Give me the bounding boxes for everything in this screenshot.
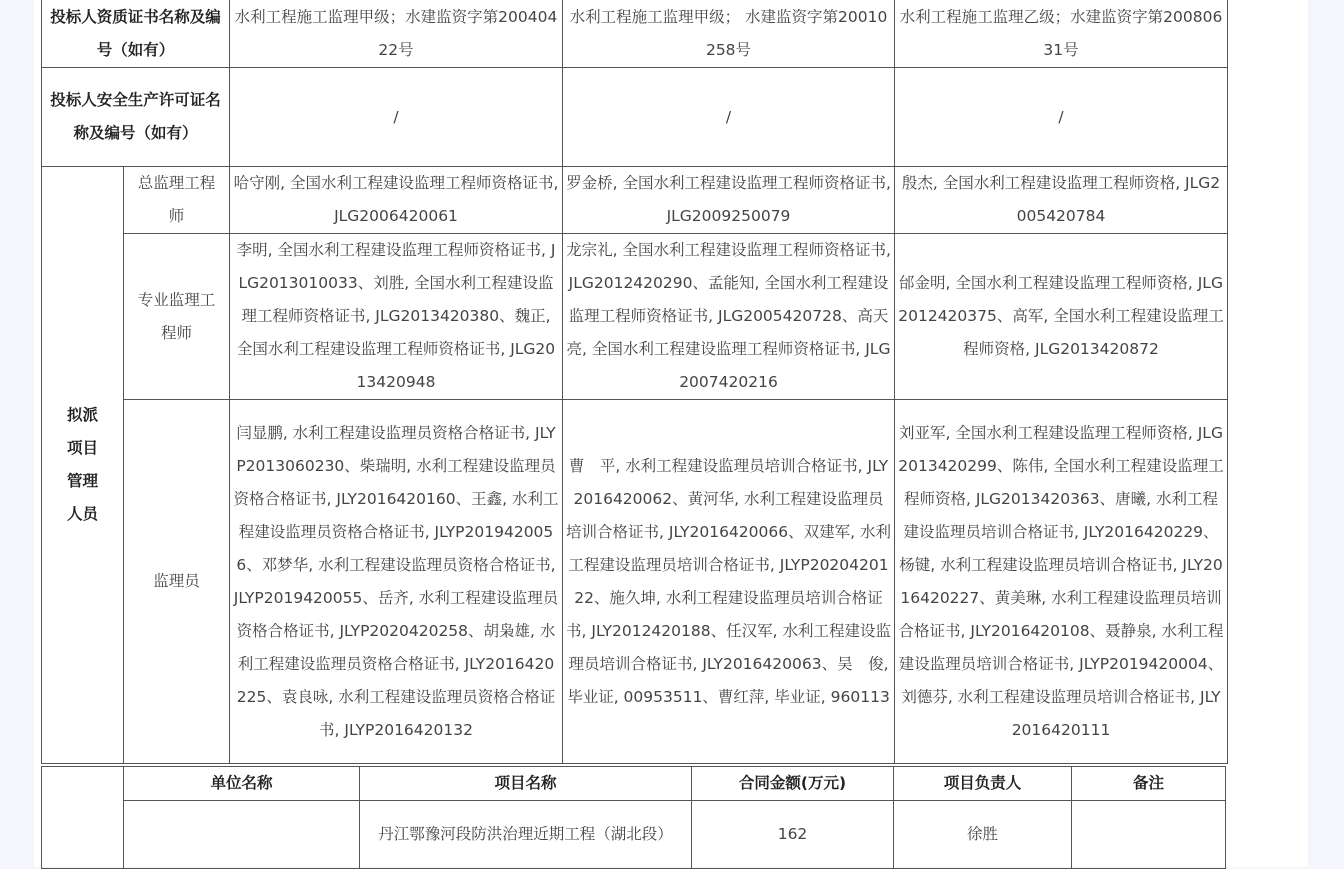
- bidder2-qualification: 水利工程施工监理甲级； 水建监资字第20010258号: [563, 0, 895, 68]
- performance-header-row: [42, 767, 1226, 801]
- specialist-engineer-row: [42, 234, 1228, 400]
- supervisor-row: [42, 400, 1228, 764]
- row-unit: [124, 801, 360, 869]
- header-project: 项目名称: [360, 767, 692, 801]
- header-amount: 合同金额(万元): [692, 767, 894, 801]
- bidder3-chief-engineer: 殷杰, 全国水利工程建设监理工程师资格, JLG2005420784: [895, 167, 1228, 234]
- bidder-info-table: [41, 0, 1228, 764]
- row-project: 丹江鄂豫河段防洪治理近期工程（湖北段）: [360, 801, 692, 869]
- bidder3-specialist-engineers: 邰金明, 全国水利工程建设监理工程师资格, JLG2012420375、高军, 全国水利工程建设监理工程师资格, JLG2013420872: [895, 234, 1228, 400]
- row-remark: [1072, 801, 1226, 869]
- bidder2-specialist-engineers: 龙宗礼, 全国水利工程建设监理工程师资格证书, JLG2012420290、孟能知, 全国水利工程建设监理工程师资格证书, JLG2005420728、高天亮, 全国水利工程建设监理工程师资格证书, JLG2007420216: [563, 234, 895, 400]
- safety-license-row: [42, 68, 1228, 167]
- bidder1-supervisors: 闫显鹏, 水利工程建设监理员资格合格证书, JLYP2013060230、柴瑞明, 水利工程建设监理员资格合格证书, JLY2016420160、王鑫, 水利工程建设监理员资格合格证书, JLYP2019420056、邓梦华, 水利工程建设监理员资格合格证书, JLYP2019420055、岳齐, 水利工程建设监理员资格合格证书, JLYP2020420258、胡枭雄, 水利工程建设监理员资格合格证书, JLY2016420225、袁良咏, 水利工程建设监理员资格合格证书, JLYP2016420132: [230, 400, 563, 764]
- qualification-row: [42, 0, 1228, 68]
- bidder3-safety-license: /: [895, 68, 1228, 167]
- performance-table: [41, 766, 1226, 869]
- bidder1-qualification: 水利工程施工监理甲级；水建监资字第20040422号: [230, 0, 563, 68]
- bidder1-chief-engineer: 哈守刚, 全国水利工程建设监理工程师资格证书, JLG2006420061: [230, 167, 563, 234]
- chief-engineer-label: 总监理工程师: [124, 167, 230, 234]
- bidder1-safety-license: /: [230, 68, 563, 167]
- row-amount: 162: [692, 801, 894, 869]
- bidder1-specialist-engineers: 李明, 全国水利工程建设监理工程师资格证书, JLG2013010033、刘胜, 全国水利工程建设监理工程师资格证书, JLG2013420380、魏正, 全国水利工程建设监理工程师资格证书, JLG2013420948: [230, 234, 563, 400]
- supervisor-label: 监理员: [124, 400, 230, 764]
- bidder3-supervisors: 刘亚军, 全国水利工程建设监理工程师资格, JLG2013420299、陈伟, 全国水利工程建设监理工程师资格, JLG2013420363、唐曦, 水利工程建设监理员培训合格证书, JLY2016420229、杨键, 水利工程建设监理员培训合格证书, JLY2016420227、黄美琳, 水利工程建设监理员培训合格证书, JLY2016420108、聂静泉, 水利工程建设监理员培训合格证书, JLYP2019420004、刘德芬, 水利工程建设监理员培训合格证书, JLY2016420111: [895, 400, 1228, 764]
- chief-engineer-row: [42, 167, 1228, 234]
- bidder3-qualification: 水利工程施工监理乙级；水建监资字第20080631号: [895, 0, 1228, 68]
- personnel-group-label: 拟派项目管理人员: [42, 167, 124, 764]
- bidder2-safety-license: /: [563, 68, 895, 167]
- bidder2-chief-engineer: 罗金桥, 全国水利工程建设监理工程师资格证书, JLG2009250079: [563, 167, 895, 234]
- page-scroll-gutter: [1308, 0, 1344, 867]
- safety-license-label: 投标人安全生产许可证名称及编号（如有）: [42, 68, 230, 167]
- bidder2-supervisors: 曹 平, 水利工程建设监理员培训合格证书, JLY2016420062、黄河华, 水利工程建设监理员培训合格证书, JLY2016420066、双建军, 水利工程建设监理员培训合格证书, JLYP2020420122、施久坤, 水利工程建设监理员培训合格证书, JLY2012420188、任汉军, 水利工程建设监理员培训合格证书, JLY2016420063、吴 俊, 毕业证, 00953511、曹红萍, 毕业证, 960113: [563, 400, 895, 764]
- performance-side-cell: [42, 767, 124, 869]
- specialist-engineer-label: 专业监理工程师: [124, 234, 230, 400]
- header-manager: 项目负责人: [894, 767, 1072, 801]
- qualification-label: 投标人资质证书名称及编号（如有）: [42, 0, 230, 68]
- table-row: [42, 801, 1226, 869]
- header-unit: 单位名称: [124, 767, 360, 801]
- row-manager: 徐胜: [894, 801, 1072, 869]
- header-remark: 备注: [1072, 767, 1226, 801]
